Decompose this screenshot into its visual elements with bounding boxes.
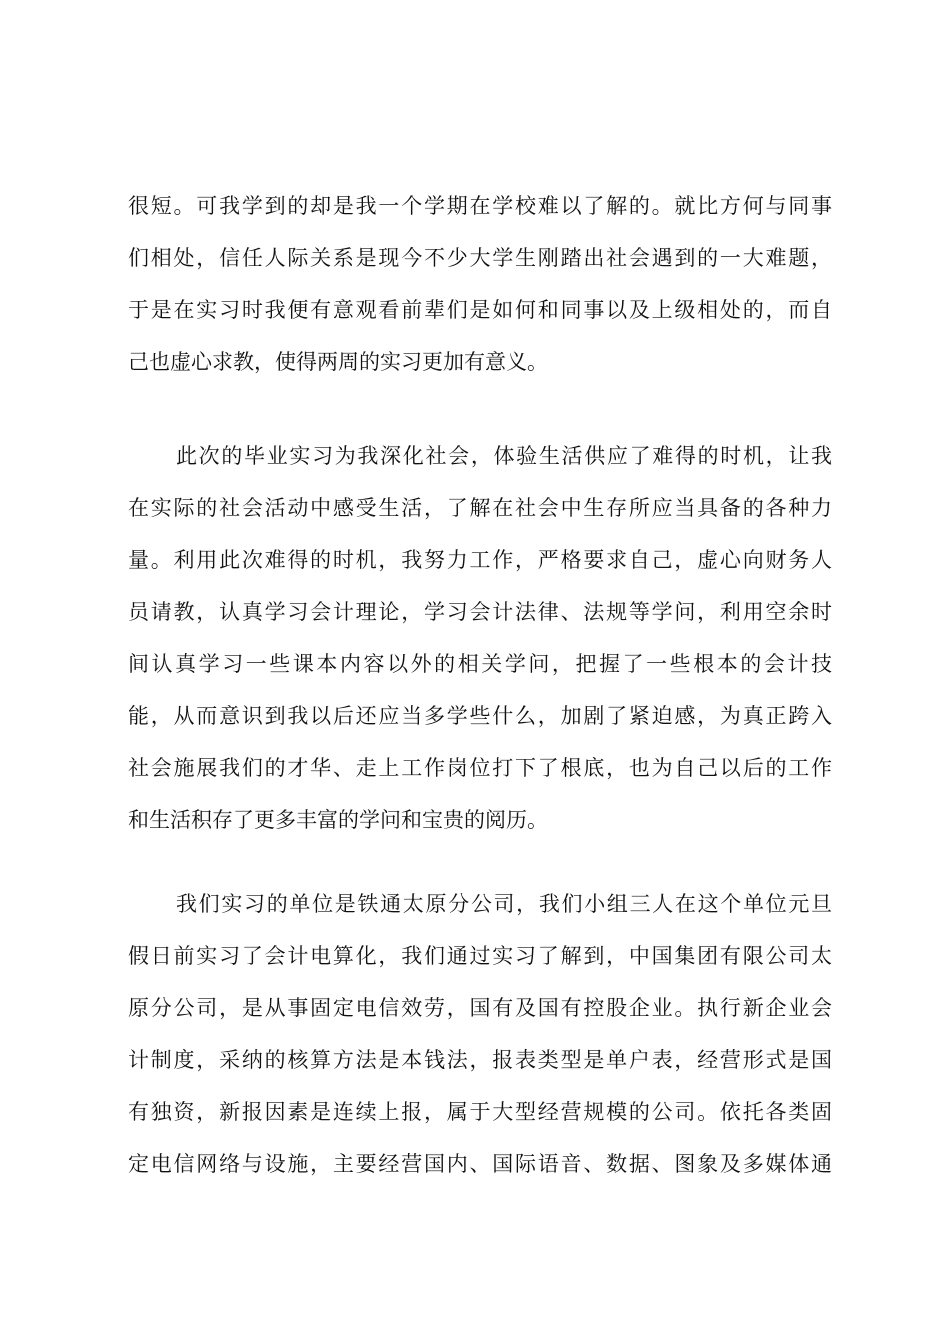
paragraph-line: 己也虚心求教，使得两周的实习更加有意义。 (128, 350, 548, 374)
paragraph-line: 有独资，新报因素是连续上报，属于大型经营规模的公司。依托各类固 (128, 1100, 832, 1124)
paragraph-line: 们相处，信任人际关系是现今不少大学生刚踏出社会遇到的一大难题， (128, 246, 832, 270)
paragraph-line: 在实际的社会活动中感受生活，了解在社会中生存所应当具备的各种力 (128, 496, 832, 520)
paragraph-line: 此次的毕业实习为我深化社会，体验生活供应了难得的时机，让我 (176, 444, 832, 468)
paragraph-line: 很短。可我学到的却是我一个学期在学校难以了解的。就比方何与同事 (128, 194, 832, 218)
paragraph-line: 和生活积存了更多丰富的学问和宝贵的阅历。 (128, 808, 548, 832)
paragraph-line: 假日前实习了会计电算化，我们通过实习了解到，中国集团有限公司太 (128, 944, 832, 968)
paragraph-line: 于是在实习时我便有意观看前辈们是如何和同事以及上级相处的，而自 (128, 298, 832, 322)
paragraph-line: 员请教，认真学习会计理论，学习会计法律、法规等学问，利用空余时 (128, 600, 832, 624)
paragraph-line: 间认真学习一些课本内容以外的相关学问，把握了一些根本的会计技 (128, 652, 832, 676)
paragraph-line: 定电信网络与设施，主要经营国内、国际语音、数据、图象及多媒体通 (128, 1152, 832, 1176)
paragraph-line: 计制度，采纳的核算方法是本钱法，报表类型是单户表，经营形式是国 (128, 1048, 832, 1072)
paragraph-line: 量。利用此次难得的时机，我努力工作，严格要求自己，虚心向财务人 (128, 548, 832, 572)
paragraph-line: 我们实习的单位是铁通太原分公司，我们小组三人在这个单位元旦 (176, 892, 832, 916)
paragraph-line: 原分公司，是从事固定电信效劳，国有及国有控股企业。执行新企业会 (128, 996, 832, 1020)
paragraph-line: 能，从而意识到我以后还应当多学些什么，加剧了紧迫感，为真正跨入 (128, 704, 832, 728)
paragraph-line: 社会施展我们的才华、走上工作岗位打下了根底，也为自己以后的工作 (128, 756, 832, 780)
